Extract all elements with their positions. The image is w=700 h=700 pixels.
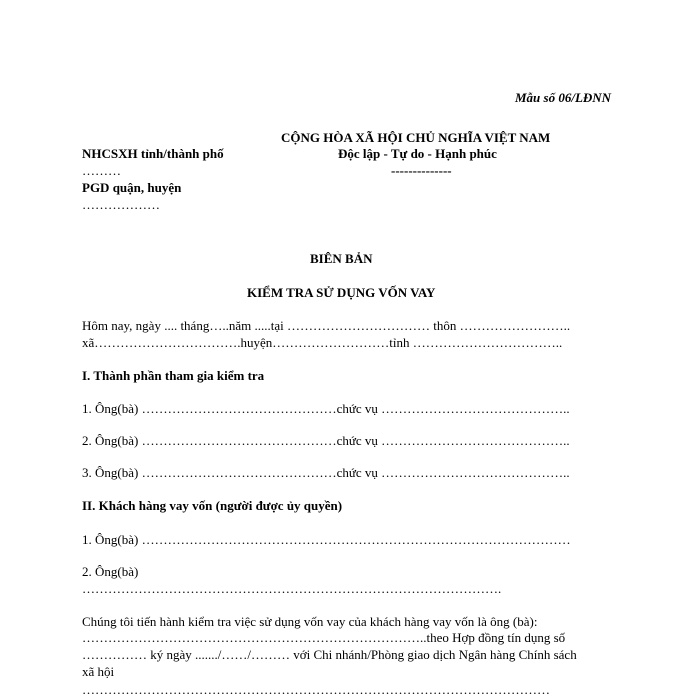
nation-title: CỘNG HÒA XÃ HỘI CHỦ NGHĨA VIỆT NAM — [281, 130, 551, 145]
borrower-row-2: 2. Ông(bà) — [82, 564, 139, 579]
body-line-4: xã hội — [82, 664, 115, 679]
participant-row-2: 2. Ông(bà) ………………………………………chức vụ …………………………………….. — [82, 433, 570, 448]
body-line-5: ……………………………………………………………………………………………… — [82, 682, 550, 697]
intro-line-1: Hôm nay, ngày .... tháng…..năm .....tại …………………………… thôn …………………….. — [82, 318, 571, 333]
transaction-office-label: PGD quận, huyện — [82, 180, 182, 195]
intro-line-2: xã…………………………….huyện………………………tỉnh …………………………….. — [82, 335, 563, 350]
body-line-3: …………… ký ngày ......./……/……… với Chi nhánh/Phòng giao dịch Ngân hàng Chính sách — [82, 647, 577, 662]
motto-rule: -------------- — [391, 163, 452, 178]
borrower-row-2-dots: ……………………………………………………………………………………. — [82, 581, 502, 596]
section-1-heading: I. Thành phần tham gia kiểm tra — [82, 368, 265, 383]
body-line-2: ……………………………………………………………………..theo Hợp đồng tín dụng số — [82, 630, 566, 645]
motto: Độc lập - Tự do - Hạnh phúc — [338, 146, 497, 161]
transaction-office-dots: ……………… — [82, 197, 160, 212]
document-subtitle: KIỂM TRA SỬ DỤNG VỐN VAY — [247, 285, 436, 300]
form-code: Mẫu số 06/LĐNN — [515, 90, 612, 105]
bank-branch-dots: ……… — [82, 163, 121, 178]
body-line-1: Chúng tôi tiến hành kiểm tra việc sử dụng vốn vay của khách hàng vay vốn là ông (bà): — [82, 614, 538, 629]
borrower-row-1: 1. Ông(bà) ……………………………………………………………………………………… — [82, 532, 571, 547]
bank-branch-label: NHCSXH tỉnh/thành phố — [82, 146, 224, 161]
participant-row-1: 1. Ông(bà) ………………………………………chức vụ …………………………………….. — [82, 401, 570, 416]
section-2-heading: II. Khách hàng vay vốn (người được ủy quyền) — [82, 498, 343, 513]
document-title: BIÊN BẢN — [310, 251, 373, 266]
participant-row-3: 3. Ông(bà) ………………………………………chức vụ …………………………………….. — [82, 465, 570, 480]
